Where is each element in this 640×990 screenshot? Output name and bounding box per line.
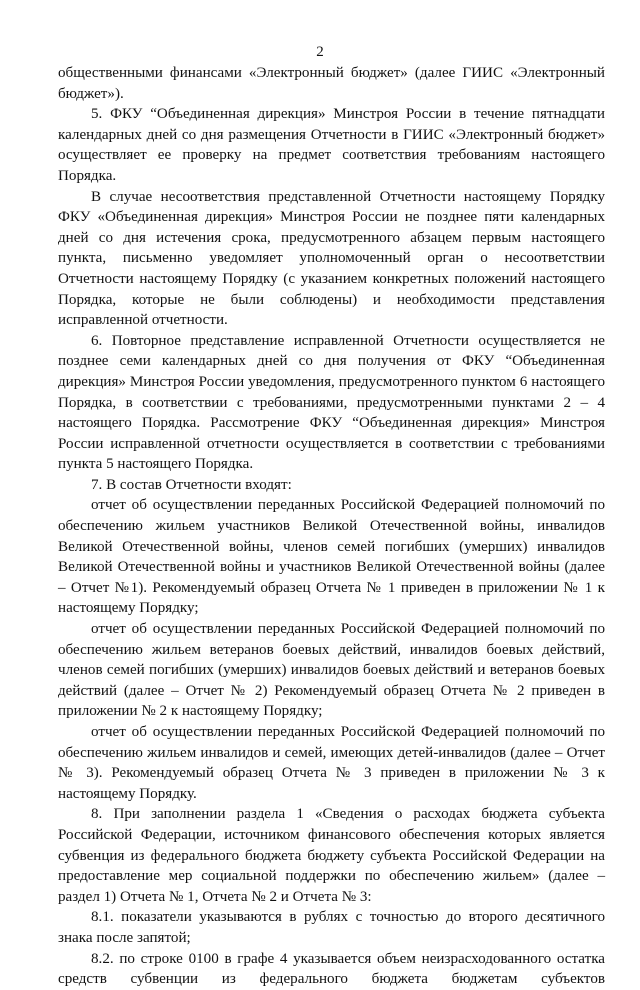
paragraph-item-8-2: 8.2. по строке 0100 в графе 4 указывается объем неизрасходованного остатка средств субвенции из федерального бюджета бюджетам субъектов bbox=[58, 950, 605, 988]
page-number: 2 bbox=[316, 44, 324, 60]
paragraph-report-1: отчет об осуществлении переданных Российской Федерацией полномочий по обеспечению жильем участников Великой Отечественной войны, инвалидов Великой Отечественной войны, членов семей погибших (умерших) инвалидов Великой Отечественной войны и участников Великой Отечественной войны (далее – Отчет №1). Рекомендуемый образец Отчета № 1 приведен в приложении № 1 к настоящему Порядку; bbox=[58, 497, 605, 617]
paragraph-continuation: общественными финансами «Электронный бюджет» (далее ГИИС «Электронный бюджет»). bbox=[58, 65, 605, 102]
paragraph-item-7: 7. В состав Отчетности входят: bbox=[91, 476, 292, 493]
paragraph-item-8: 8. При заполнении раздела 1 «Сведения о расходах бюджета субъекта Российской Федерации, источником финансового обеспечения которых является субвенция из федерального бюджета бюджету субъекта Российской Федерации на предоставление мер социальной поддержки по обеспечению жильем» (далее – раздел 1) Отчета № 1, Отчета № 2 и Отчета № 3: bbox=[58, 806, 605, 905]
paragraph-item-6: 6. Повторное представление исправленной Отчетности осуществляется не позднее семи календарных дней со дня получения от ФКУ “Объединенная дирекция» Минстроя России уведомления, предусмотренного пунктом 6 настоящего Порядка, в соответствии с требованиями, предусмотренными пунктами 2 – 4 настоящего Порядка. Рассмотрение ФКУ “Объединенная дирекция» Минстроя России исправленной отчетности осуществляется в соответствии с требованиями пункта 5 настоящего Порядка. bbox=[58, 332, 605, 473]
paragraph-report-2: отчет об осуществлении переданных Российской Федерацией полномочий по обеспечению жильем ветеранов боевых действий, инвалидов боевых действий, членов семей погибших (умерших) инвалидов боевых действий и ветеранов боевых действий (далее – Отчет № 2) Рекомендуемый образец Отчета № 2 приведен в приложении № 2 к настоящему Порядку; bbox=[58, 621, 605, 720]
paragraph-item-8-1: 8.1. показатели указываются в рублях с точностью до второго десятичного знака после запятой; bbox=[58, 909, 605, 946]
paragraph-item-5: 5. ФКУ “Объединенная дирекция» Минстроя России в течение пятнадцати календарных дней со дня размещения Отчетности в ГИИС «Электронный бюджет» осуществляет ее проверку на предмет соответствия требованиям настоящего Порядка. bbox=[58, 106, 605, 184]
paragraph-report-3: отчет об осуществлении переданных Российской Федерацией полномочий по обеспечению жильем инвалидов и семей, имеющих детей-инвалидов (далее – Отчет № 3). Рекомендуемый образец Отчета № 3 приведен в приложении № 3 к настоящему Порядку. bbox=[58, 724, 605, 802]
paragraph-nonconformity: В случае несоответствия представленной Отчетности настоящему Порядку ФКУ «Объединенная дирекция» Минстроя России не позднее пяти календарных дней со дня истечения срока, предусмотренного абзацем первым настоящего пункта, письменно уведомляет уполномоченный орган о несоответствии Отчетности настоящему Порядку (с указанием конкретных положений настоящего Порядка, которые не были соблюдены) и необходимости представления исправленной отчетности. bbox=[58, 188, 605, 329]
document-body bbox=[58, 63, 605, 990]
